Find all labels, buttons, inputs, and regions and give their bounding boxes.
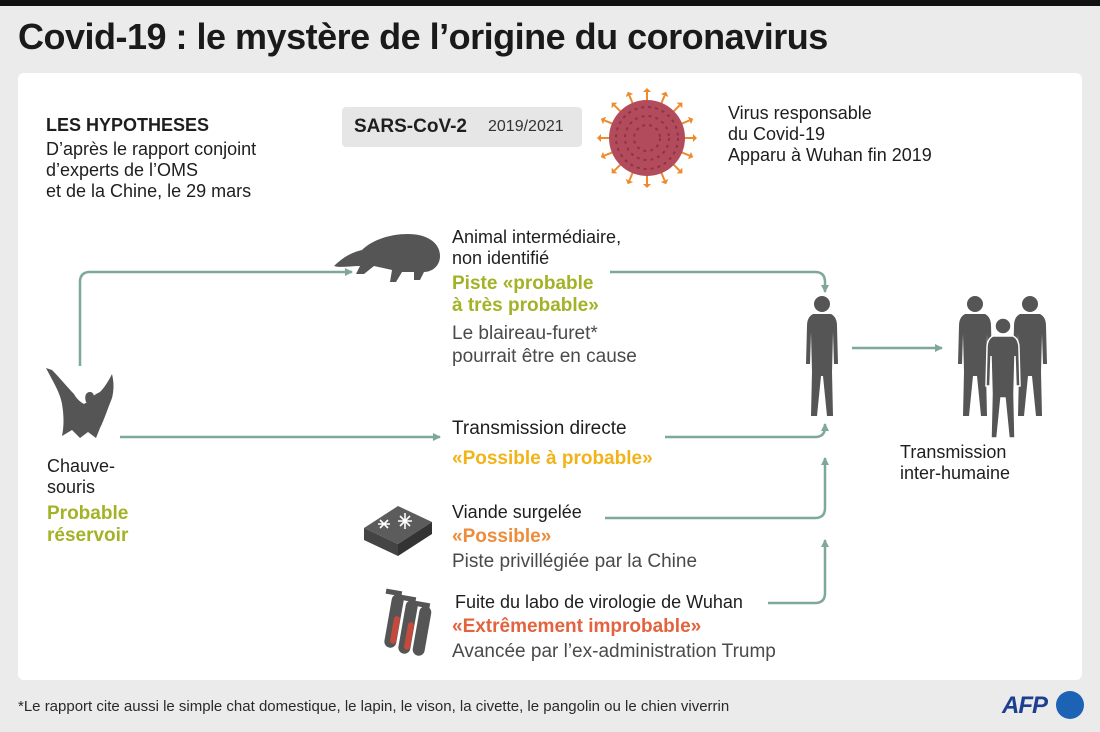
page-title: Covid-19 : le mystère de l’origine du coronavirus	[18, 16, 828, 57]
frozen-label: Viande surgelée	[452, 502, 582, 522]
human-transmission-1: Transmission	[900, 442, 1007, 462]
animal-note-1: Le blaireau-furet*	[452, 323, 598, 344]
test-tubes-icon	[383, 589, 432, 657]
footnote: *Le rapport cite aussi le simple chat domestique, le lapin, le vison, la civette, le pangolin ou le chien viverrin	[18, 698, 730, 715]
arrow-lab-to-human	[768, 540, 825, 603]
hypotheses-line-2: d’experts de l’OMS	[46, 160, 199, 180]
animal-note-2: pourrait être en cause	[452, 346, 637, 367]
frozen-rating: «Possible»	[452, 526, 552, 547]
frozen-note: Piste privillégiée par la Chine	[452, 551, 698, 572]
animal-label-2: non identifié	[452, 248, 550, 268]
virus-desc-2: du Covid-19	[728, 124, 826, 144]
hypotheses-line-3: et de la Chine, le 29 mars	[46, 181, 252, 201]
bat-status-1: Probable	[47, 503, 129, 524]
animal-label-1: Animal intermédiaire,	[452, 227, 622, 247]
lab-rating: «Extrêmement improbable»	[452, 616, 702, 637]
virus-desc-3: Apparu à Wuhan fin 2019	[728, 145, 932, 165]
animal-rating-1: Piste «probable	[452, 273, 594, 294]
afp-logo	[1002, 690, 1086, 722]
animal-rating-2: à très probable»	[452, 295, 599, 316]
virus-spike-tip	[597, 134, 601, 142]
bat-icon	[46, 368, 114, 438]
virus-spike-tip	[643, 88, 651, 92]
human-transmission-2: inter-humaine	[900, 463, 1011, 483]
direct-rating: «Possible à probable»	[452, 448, 653, 469]
virus-spike-tip	[693, 134, 697, 142]
virus-desc-1: Virus responsable	[728, 103, 872, 123]
virus-spike-tip	[643, 184, 651, 188]
lab-label: Fuite du labo de virologie de Wuhan	[455, 592, 743, 612]
arrow-animal-to-human	[610, 272, 825, 292]
bat-status-2: réservoir	[47, 525, 129, 546]
human-icon	[806, 296, 838, 416]
direct-label: Transmission directe	[452, 418, 627, 439]
human-group-icon	[958, 296, 1047, 438]
bat-label-1: Chauve-	[47, 456, 116, 476]
frozen-meat-icon	[364, 506, 432, 556]
hypotheses-line-1: D’après le rapport conjoint	[46, 139, 257, 159]
arrow-direct-to-human	[665, 424, 825, 437]
virus-dates: 2019/2021	[488, 118, 564, 135]
hypotheses-heading: LES HYPOTHESES	[46, 115, 210, 135]
virus-icon	[597, 88, 697, 188]
arrow-bat-to-animal	[80, 272, 352, 366]
afp-logo-dot	[1056, 691, 1084, 719]
badger-icon	[334, 234, 440, 282]
lab-note: Avancée par l’ex-administration Trump	[452, 641, 776, 662]
virus-name: SARS-CoV-2	[354, 116, 467, 137]
bat-label-2: souris	[47, 477, 96, 497]
afp-logo-text: AFP	[1002, 692, 1047, 719]
